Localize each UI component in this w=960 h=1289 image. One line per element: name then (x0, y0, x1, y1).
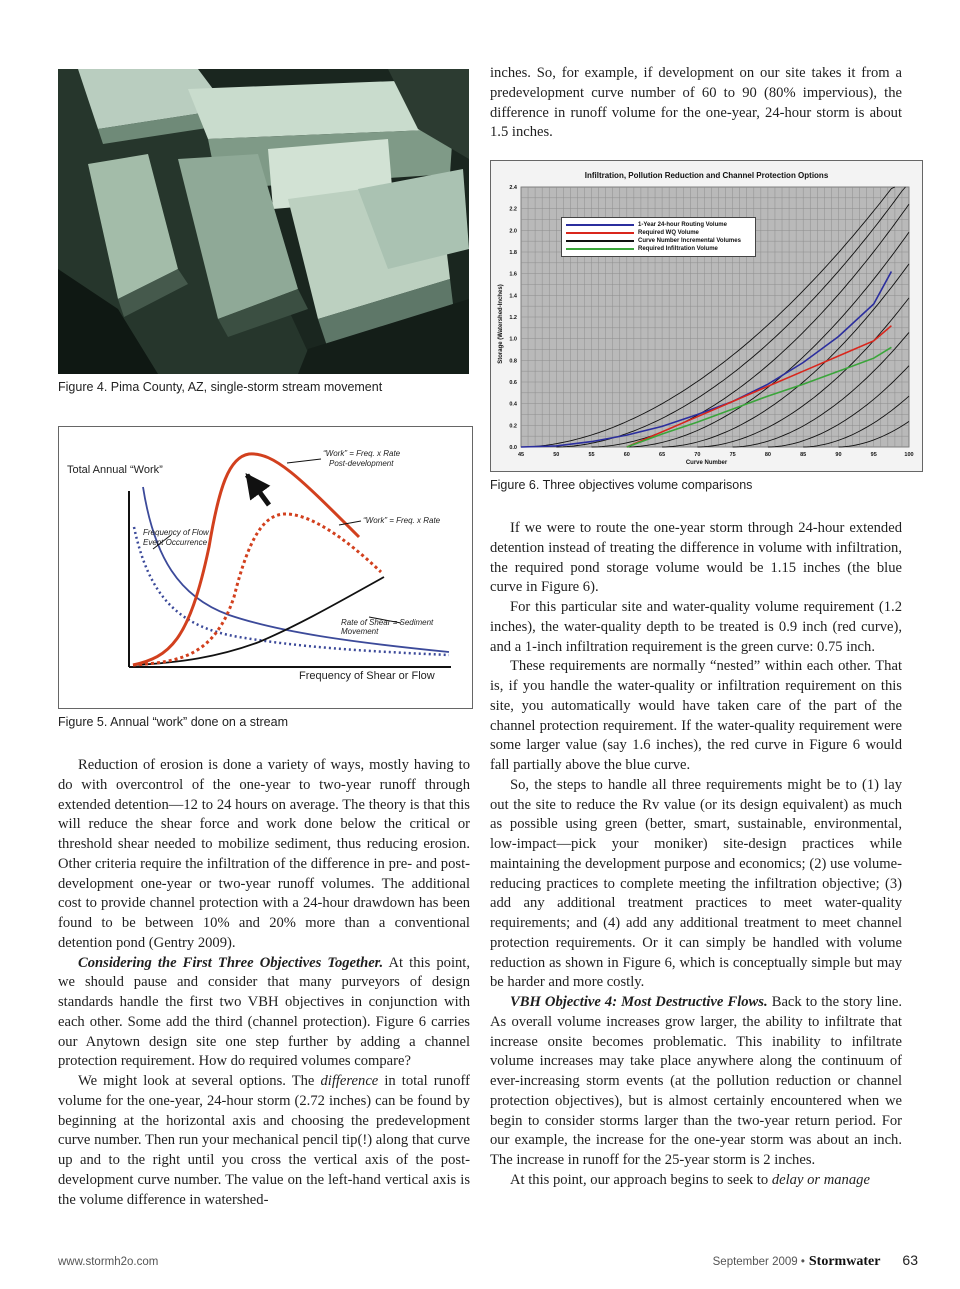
paragraph: So, the steps to handle all three requirements might be to (1) lay out the site to reduce the Rv value (or its design equivalent) as much as possible using green (better, smart, sustainable, environmental, low-impact—pick your moniker) site-design practices while maintaining the development purpose and economics; (2) use volume-reducing practices to complete meeting the infiltration objective; (3) add any additional treatment practices to meet water-quality requirements; and (4) add any additional treatment to meet channel protection requirements. Or it can simply be handled with volume reduction as shown in Figure 6, which is conceptually simple but may be harder and more costly. (490, 776, 902, 991)
y-tick-label: 2.0 (509, 228, 517, 235)
right-column-top-text (490, 64, 902, 143)
figure-6-caption: Figure 6. Three objectives volume comparisons (490, 478, 753, 492)
legend-label: Curve Number Incremental Volumes (638, 238, 741, 244)
paragraph: If we were to route the one-year storm through 24-hour extended detention instead of treating the difference in volume with infiltration, the required pond storage volume would be 1.15 inches (the blue curve in Figure 6). (490, 520, 902, 596)
footer-right (713, 1252, 918, 1270)
chart-title: Infiltration, Pollution Reduction and Channel Protection Options (584, 171, 829, 180)
x-tick-label: 65 (659, 452, 666, 458)
x-tick-label: 70 (694, 452, 701, 458)
x-tick-label: 75 (729, 452, 736, 458)
shift-arrow (247, 475, 269, 505)
figure-6-box (490, 160, 923, 472)
paragraph: inches. So, for example, if development on our site takes it from a predevelopment curve number of 60 to 90 (80% impervious), the difference in runoff volume for the one-year, 24-hour storm is about 1.5 inches. (490, 65, 902, 141)
legend-item (566, 229, 699, 237)
legend-label: Required WQ Volume (638, 230, 699, 236)
legend-label: 1-Year 24-hour Routing Volume (638, 222, 727, 228)
fig5-y-label: Total Annual “Work” (67, 464, 163, 476)
y-tick-label: 2.4 (509, 185, 517, 191)
chart-y-label: Storage (Watershed-Inches) (498, 284, 504, 364)
fig5-label-frequency-2: Event Occurrence (143, 538, 208, 547)
x-tick-label: 95 (870, 452, 877, 458)
y-tick-label: 0.0 (509, 445, 517, 451)
legend-item (566, 245, 718, 253)
legend-swatch (566, 232, 634, 234)
legend-swatch (566, 224, 634, 226)
paragraph: VBH Objective 4: Most Destructive Flows. Back to the story line. As overall volume increases grow larger, the ability to infiltrate that increase onsite becomes problematic. This inability to infiltrate volume increases may take place anywhere along the continuum of ever-increasing storm events (at the pollution reduction or channel protection objectives), but is almost certainly encountered when we begin to consider storms larger than the two-year return period. For our example, the increase for the one-year storm was about an inch. The increase in runoff for the 25-year storm is 2 inches. (490, 994, 902, 1168)
work-post-curve (133, 454, 359, 665)
fig5-label-shear: Rate of Shear = Sediment Movement (341, 618, 434, 636)
legend-item (566, 221, 727, 229)
chart-x-label: Curve Number (685, 460, 728, 466)
x-tick-label: 85 (800, 452, 807, 458)
legend-item (566, 237, 741, 245)
y-tick-label: 1.6 (509, 271, 517, 278)
page-number: 63 (902, 1252, 918, 1268)
paragraph: Reduction of erosion is done a variety of ways, mostly having to do with overcontrol of the one-year to two-year runoff through extended detention—12 to 24 hours on average. The theory is that this will reduce the shear force and work done below the critical or threshold shear needed to mobilize sediment, thus reducing erosion. Other criteria require the infiltration of the difference in pre- and post-development one-year or two-year runoff volumes. The additional cost to provide channel protection with a 24-hour drawdown has been found to be between 10% and 20% more than a conventional detention pond (Gentry 2009). (58, 757, 470, 951)
left-column-text (58, 756, 470, 1210)
x-tick-label: 90 (835, 452, 842, 458)
x-tick-label: 45 (517, 452, 525, 458)
legend-label: Required Infiltration Volume (638, 246, 718, 252)
figure-4-photo (58, 69, 469, 374)
y-tick-label: 0.2 (509, 423, 517, 430)
y-tick-label: 0.6 (509, 380, 517, 386)
x-tick-label: 100 (904, 452, 914, 458)
figure-6-chart (491, 161, 922, 471)
figure-5-box (58, 426, 473, 709)
footer-url[interactable]: www.stormh2o.com (58, 1256, 159, 1268)
fig5-label-frequency-1: Frequency of Flow (143, 528, 209, 537)
legend-swatch (566, 240, 634, 242)
figure-4-caption: Figure 4. Pima County, AZ, single-storm stream movement (58, 380, 383, 394)
y-tick-label: 1.0 (509, 336, 517, 343)
paragraph: We might look at several options. The difference in total runoff volume for the one-year, 24-hour storm (2.72 inches) can be found by beginning at the horizontal axis and choosing the predevelopment curve number. Then run your mechanical pencil tip(!) along that curve up and to the right until you cross the vertical axis of the post-development curve number. The value on the left-hand vertical axis is the volume difference in watershed- (58, 1073, 470, 1208)
figure-5-caption: Figure 5. Annual “work” done on a stream (58, 715, 288, 729)
footer-date: September 2009 • (712, 1256, 805, 1268)
legend-swatch (566, 248, 634, 250)
y-tick-label: 1.4 (509, 293, 517, 300)
aerial-photo-illustration (58, 69, 469, 374)
x-tick-label: 80 (764, 452, 771, 458)
fig5-label-work-post-1: “Work” = Freq. x Rate (323, 449, 401, 458)
paragraph: Considering the First Three Objectives Together. At this point, we should pause and consider that many purveyors of design standards handle the first two VBH objectives in conjunction with each other. Some add the third (channel protection). Figure 6 carries our Anytown design site one step further by adding a channel protection requirement. How do required volumes compare? (58, 954, 471, 1070)
y-tick-label: 0.4 (509, 401, 517, 408)
fig5-label-work-post-2: Post-development (329, 459, 394, 468)
x-tick-label: 50 (553, 452, 560, 458)
right-column-text (490, 519, 902, 1191)
chart-legend (561, 217, 756, 257)
x-tick-label: 55 (588, 452, 595, 458)
y-tick-label: 2.2 (509, 206, 517, 213)
magazine-name: Stormwater (808, 1254, 881, 1269)
paragraph: For this particular site and water-quality volume requirement (1.2 inches), the water-quality depth to be treated is 0.9 inch (red curve), and a 1-inch infiltration requirement is the green curve: 0.75 inch. (490, 599, 902, 655)
paragraph: At this point, our approach begins to seek to delay or manage (510, 1171, 870, 1188)
fig5-label-work-pre: “Work” = Freq. x Rate (363, 516, 441, 525)
fig5-x-label: Frequency of Shear or Flow (299, 670, 435, 682)
run-in-heading: Considering the First Three Objectives Together. (78, 954, 384, 971)
x-tick-label: 60 (623, 452, 630, 458)
y-tick-label: 1.8 (509, 250, 517, 256)
run-in-heading: VBH Objective 4: Most Destructive Flows. (510, 994, 768, 1010)
paragraph: These requirements are normally “nested” within each other. That is, if you handle the water-quality or infiltration requirement on this site, you automatically would have taken care of the part of the channel protection requirement. If the water-quality requirement were some larger value (say 1.6 inches), the red curve in Figure 6 would fall partially above the blue curve. (490, 658, 902, 773)
y-tick-label: 1.2 (509, 315, 517, 321)
y-tick-label: 0.8 (509, 358, 517, 365)
